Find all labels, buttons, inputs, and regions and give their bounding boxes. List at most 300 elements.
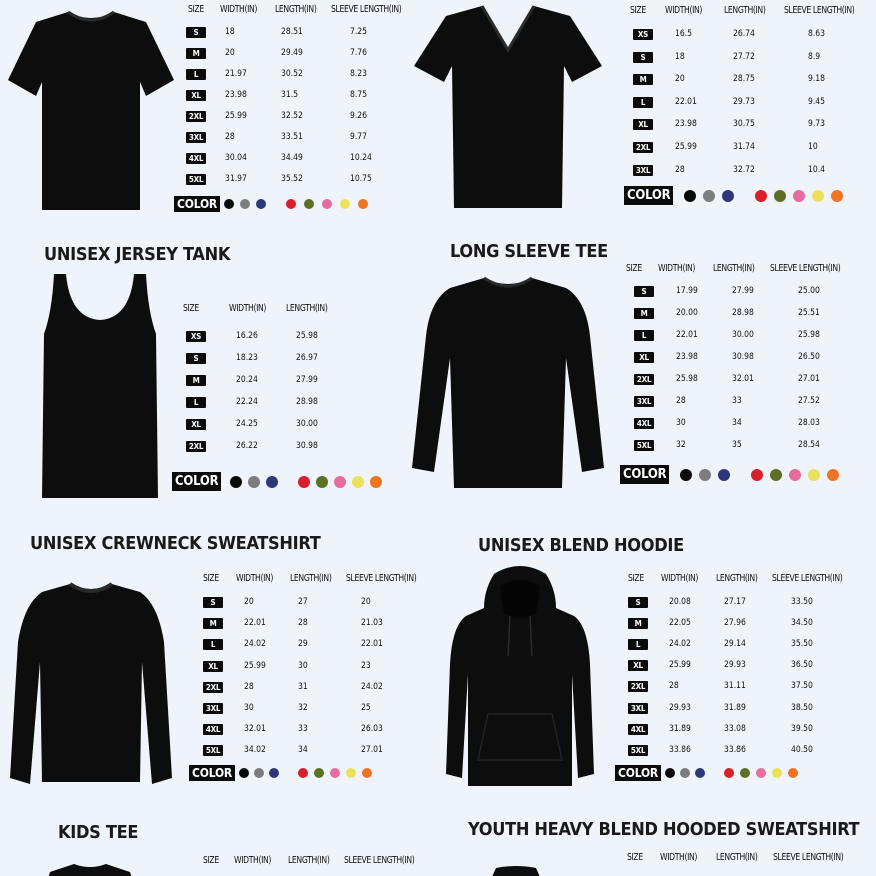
size-badge: 3XL xyxy=(186,132,206,143)
size-row xyxy=(186,132,422,148)
color-row-vneck xyxy=(624,186,854,205)
size-badge: S xyxy=(628,597,648,608)
color-swatch xyxy=(788,768,798,778)
header-sleeve: SLEEVE LENGTH(IN) xyxy=(346,573,417,584)
color-row-crewneck xyxy=(189,765,389,781)
size-row xyxy=(626,330,866,346)
sleeve-value: 10.75 xyxy=(350,174,372,184)
size-row xyxy=(203,661,433,677)
color-swatch xyxy=(298,476,310,488)
size-row xyxy=(203,618,433,634)
size-badge: 5XL xyxy=(628,745,648,756)
product-title: YOUTH HEAVY BLEND HOODED SWEATSHIRT xyxy=(468,819,860,840)
header-width: WIDTH(IN) xyxy=(220,4,258,15)
header-length: LENGTH(IN) xyxy=(286,303,328,314)
length-value: 34.49 xyxy=(281,153,303,163)
color-swatch xyxy=(665,768,675,778)
sleeve-value: 10 xyxy=(808,142,818,152)
kids-image xyxy=(44,862,136,876)
width-value: 31.89 xyxy=(669,723,691,734)
color-swatch xyxy=(724,768,734,778)
sleeve-value: 39.50 xyxy=(791,723,813,734)
color-row-longsleeve xyxy=(620,465,850,484)
hoodie-image xyxy=(444,564,596,788)
width-value: 16.26 xyxy=(236,331,258,341)
sleeve-value: 27.01 xyxy=(361,745,383,756)
size-table-hoodie xyxy=(628,573,868,763)
sleeve-value: 20 xyxy=(361,597,371,607)
youth-image xyxy=(488,866,544,876)
length-value: 33 xyxy=(298,724,308,735)
size-row xyxy=(186,48,422,64)
sleeve-value: 8.63 xyxy=(808,29,826,39)
size-row xyxy=(186,174,422,190)
product-title: UNISEX JERSEY TANK xyxy=(44,244,231,265)
width-value: 18.23 xyxy=(236,353,258,363)
length-value: 25.98 xyxy=(296,331,318,341)
color-swatch xyxy=(322,199,332,209)
sleeve-value: 9.45 xyxy=(808,96,826,107)
length-value: 27.72 xyxy=(733,51,755,62)
size-row xyxy=(628,660,868,676)
hoodie-icon xyxy=(444,564,596,788)
product-title: UNISEX BLEND HOODIE xyxy=(478,535,684,556)
sleeve-value: 9.77 xyxy=(350,132,368,142)
length-value: 34 xyxy=(298,745,308,756)
header-size: SIZE xyxy=(628,573,644,584)
size-badge: M xyxy=(628,618,648,629)
size-badge: 4XL xyxy=(203,724,223,735)
size-badge: L xyxy=(633,97,653,108)
length-value: 32.01 xyxy=(732,374,754,384)
size-badge: 2XL xyxy=(186,111,206,122)
sleeve-value: 25 xyxy=(361,703,371,713)
header-length: LENGTH(IN) xyxy=(288,855,330,866)
sleeve-value: 21.03 xyxy=(361,618,383,629)
length-value: 27.99 xyxy=(732,286,754,296)
length-value: 34 xyxy=(732,418,742,428)
size-badge: S xyxy=(203,597,223,608)
header-length: LENGTH(IN) xyxy=(290,573,332,584)
header-sleeve: SLEEVE LENGTH(IN) xyxy=(773,852,844,863)
sleeve-value: 22.01 xyxy=(361,639,383,650)
size-badge: L xyxy=(186,69,206,80)
size-row xyxy=(186,153,422,169)
length-value: 35 xyxy=(732,440,742,450)
length-value: 29 xyxy=(298,639,308,650)
sleeve-value: 28.54 xyxy=(798,440,820,450)
color-swatch xyxy=(370,476,382,488)
tank-top-icon xyxy=(40,272,160,500)
length-value: 32.72 xyxy=(733,164,755,175)
width-value: 23.98 xyxy=(675,119,697,130)
sleeve-value: 34.50 xyxy=(791,618,813,629)
size-badge: XL xyxy=(633,119,653,130)
size-badge: 2XL xyxy=(186,441,206,452)
header-sleeve: SLEEVE LENGTH(IN) xyxy=(331,4,402,15)
length-value: 31.11 xyxy=(724,681,746,692)
header-size: SIZE xyxy=(630,5,646,16)
sleeve-value: 37.50 xyxy=(791,681,813,692)
color-swatch xyxy=(827,469,839,481)
size-badge: S xyxy=(186,27,206,38)
length-value: 28.98 xyxy=(732,308,754,318)
length-value: 26.97 xyxy=(296,353,318,363)
length-value: 28.98 xyxy=(296,397,318,407)
sleeve-value: 26.50 xyxy=(798,352,820,362)
length-value: 30 xyxy=(298,660,308,671)
width-value: 29.93 xyxy=(669,702,691,713)
width-value: 22.01 xyxy=(675,96,697,107)
size-row xyxy=(630,119,874,135)
width-value: 20.08 xyxy=(669,597,691,607)
header-size: SIZE xyxy=(627,852,643,863)
color-swatch xyxy=(316,476,328,488)
sleeve-value: 26.03 xyxy=(361,724,383,735)
size-row xyxy=(628,745,868,761)
color-swatch xyxy=(684,190,696,202)
length-value: 35.52 xyxy=(281,174,303,184)
color-row-tank xyxy=(172,472,402,491)
size-row xyxy=(203,682,433,698)
color-swatch xyxy=(358,199,368,209)
size-badge: M xyxy=(634,308,654,319)
sleeve-value: 10.24 xyxy=(350,153,372,163)
color-label: COLOR xyxy=(620,465,669,484)
size-table-kids xyxy=(203,855,433,875)
color-swatch xyxy=(699,469,711,481)
width-value: 26.22 xyxy=(236,441,258,451)
width-value: 25.99 xyxy=(225,111,247,121)
length-value: 30.98 xyxy=(296,441,318,451)
color-swatch xyxy=(793,190,805,202)
size-badge: 4XL xyxy=(628,724,648,735)
length-value: 28.75 xyxy=(733,74,755,85)
width-value: 28 xyxy=(244,681,254,692)
size-badge: L xyxy=(203,639,223,650)
width-value: 33.86 xyxy=(669,744,691,755)
size-table-tank xyxy=(183,303,343,463)
color-swatch xyxy=(224,199,234,209)
color-label: COLOR xyxy=(172,472,221,491)
size-row xyxy=(628,618,868,634)
size-row xyxy=(628,597,868,613)
color-swatch xyxy=(240,199,250,209)
color-swatch xyxy=(755,190,767,202)
size-row xyxy=(203,745,433,761)
color-label: COLOR xyxy=(189,765,235,781)
width-value: 24.25 xyxy=(236,419,258,429)
width-value: 20.24 xyxy=(236,375,258,385)
size-row xyxy=(183,331,343,347)
length-value: 33.86 xyxy=(724,744,746,755)
header-length: LENGTH(IN) xyxy=(716,573,758,584)
color-swatch xyxy=(266,476,278,488)
color-swatch xyxy=(812,190,824,202)
v-neck-tee-icon xyxy=(412,4,604,209)
size-table-vneck xyxy=(630,5,874,180)
length-value: 26.74 xyxy=(733,29,755,39)
size-row xyxy=(626,418,866,434)
size-row xyxy=(626,352,866,368)
length-value: 33.51 xyxy=(281,132,303,142)
sleeve-value: 7.76 xyxy=(350,48,368,58)
sleeve-value: 25.00 xyxy=(798,286,820,296)
width-value: 28 xyxy=(676,396,686,406)
length-value: 27.96 xyxy=(724,618,746,629)
size-badge: 3XL xyxy=(628,703,648,714)
length-value: 30.00 xyxy=(296,419,318,429)
length-value: 29.73 xyxy=(733,96,755,107)
header-size: SIZE xyxy=(188,4,204,15)
tank-image xyxy=(40,272,160,500)
header-length: LENGTH(IN) xyxy=(724,5,766,16)
size-badge: S xyxy=(633,52,653,63)
header-width: WIDTH(IN) xyxy=(660,852,698,863)
crewneck-image xyxy=(8,582,174,790)
vneck-image xyxy=(412,4,604,209)
color-swatch xyxy=(756,768,766,778)
color-row-tee xyxy=(174,196,374,212)
sleeve-value: 23 xyxy=(361,660,371,671)
width-value: 30 xyxy=(244,703,254,713)
size-badge: M xyxy=(633,74,653,85)
color-swatch xyxy=(304,199,314,209)
size-row xyxy=(630,52,874,68)
size-row xyxy=(630,29,874,45)
color-swatch xyxy=(774,190,786,202)
size-row xyxy=(186,90,422,106)
short-sleeve-tee-icon xyxy=(6,10,176,212)
width-value: 22.24 xyxy=(236,397,258,407)
color-swatch xyxy=(346,768,356,778)
size-badge: S xyxy=(634,286,654,297)
color-swatch xyxy=(722,190,734,202)
size-badge: M xyxy=(186,48,206,59)
width-value: 25.99 xyxy=(244,660,266,671)
width-value: 30 xyxy=(676,418,686,428)
width-value: 22.01 xyxy=(244,618,266,629)
width-value: 32 xyxy=(676,440,686,450)
size-badge: 5XL xyxy=(186,174,206,185)
crewneck-sweatshirt-icon xyxy=(8,582,174,790)
size-row xyxy=(183,375,343,391)
product-title: KIDS TEE xyxy=(58,822,139,843)
size-badge: 2XL xyxy=(203,682,223,693)
size-row xyxy=(203,724,433,740)
size-table-youth xyxy=(627,852,867,872)
color-swatch xyxy=(256,199,266,209)
header-length: LENGTH(IN) xyxy=(275,4,317,15)
sleeve-value: 28.03 xyxy=(798,418,820,428)
width-value: 31.97 xyxy=(225,174,247,184)
color-swatch xyxy=(330,768,340,778)
size-badge: 4XL xyxy=(634,418,654,429)
width-value: 28 xyxy=(675,164,685,175)
color-swatch xyxy=(314,768,324,778)
length-value: 27.17 xyxy=(724,597,746,607)
size-table-tee xyxy=(186,4,422,194)
color-swatch xyxy=(695,768,705,778)
sleeve-value: 9.18 xyxy=(808,74,826,85)
length-value: 31.74 xyxy=(733,142,755,152)
color-swatch xyxy=(770,469,782,481)
size-badge: XL xyxy=(203,661,223,672)
color-swatch xyxy=(254,768,264,778)
size-badge: 3XL xyxy=(634,396,654,407)
header-sleeve: SLEEVE LENGTH(IN) xyxy=(784,5,855,16)
header-size: SIZE xyxy=(203,573,219,584)
width-value: 25.98 xyxy=(676,374,698,384)
size-row xyxy=(186,27,422,43)
size-badge: S xyxy=(186,353,206,364)
length-value: 30.52 xyxy=(281,69,303,79)
size-row xyxy=(630,74,874,90)
color-swatch xyxy=(772,768,782,778)
length-value: 31 xyxy=(298,681,308,692)
size-badge: 2XL xyxy=(634,374,654,385)
color-row-hoodie xyxy=(615,765,815,781)
length-value: 29.49 xyxy=(281,48,303,58)
size-badge: 2XL xyxy=(628,681,648,692)
width-value: 16.5 xyxy=(675,29,693,39)
sleeve-value: 27.01 xyxy=(798,374,820,384)
width-value: 24.02 xyxy=(669,639,691,650)
size-badge: XL xyxy=(634,352,654,363)
size-row xyxy=(186,111,422,127)
length-value: 31.5 xyxy=(281,90,299,100)
size-badge: XL xyxy=(628,660,648,671)
width-value: 23.98 xyxy=(225,90,247,100)
size-badge: XS xyxy=(186,331,206,342)
width-value: 25.99 xyxy=(675,142,697,152)
sleeve-value: 9.26 xyxy=(350,111,368,121)
length-value: 31.89 xyxy=(724,702,746,713)
product-title: UNISEX CREWNECK SWEATSHIRT xyxy=(30,533,321,554)
sleeve-value: 36.50 xyxy=(791,660,813,671)
width-value: 20.00 xyxy=(676,308,698,318)
color-label: COLOR xyxy=(174,196,220,212)
sleeve-value: 33.50 xyxy=(791,597,813,607)
length-value: 28 xyxy=(298,618,308,629)
sleeve-value: 25.98 xyxy=(798,330,820,340)
length-value: 28.51 xyxy=(281,27,303,37)
color-swatch xyxy=(269,768,279,778)
header-length: LENGTH(IN) xyxy=(713,263,755,274)
sleeve-value: 9.73 xyxy=(808,119,826,130)
length-value: 30.00 xyxy=(732,330,754,340)
sleeve-value: 8.23 xyxy=(350,69,368,79)
size-badge: 5XL xyxy=(634,440,654,451)
width-value: 24.02 xyxy=(244,639,266,650)
size-table-crewneck xyxy=(203,573,433,763)
size-badge: 3XL xyxy=(203,703,223,714)
sleeve-value: 10.4 xyxy=(808,164,826,175)
width-value: 30.04 xyxy=(225,153,247,163)
width-value: 20 xyxy=(675,74,685,85)
header-sleeve: SLEEVE LENGTH(IN) xyxy=(344,855,415,866)
size-row xyxy=(628,639,868,655)
width-value: 28 xyxy=(669,681,679,692)
length-value: 30.75 xyxy=(733,119,755,130)
sleeve-value: 25.51 xyxy=(798,308,820,318)
size-row xyxy=(628,681,868,697)
long-sleeve-tee-icon xyxy=(410,276,606,490)
color-swatch xyxy=(808,469,820,481)
length-value: 27.99 xyxy=(296,375,318,385)
header-size: SIZE xyxy=(203,855,219,866)
sleeve-value: 40.50 xyxy=(791,744,813,755)
color-label: COLOR xyxy=(615,765,661,781)
header-sleeve: SLEEVE LENGTH(IN) xyxy=(772,573,843,584)
width-value: 21.97 xyxy=(225,69,247,79)
width-value: 17.99 xyxy=(676,286,698,296)
width-value: 34.02 xyxy=(244,745,266,756)
longsleeve-image xyxy=(410,276,606,490)
color-swatch xyxy=(352,476,364,488)
color-swatch xyxy=(298,768,308,778)
length-value: 33 xyxy=(732,396,742,406)
length-value: 32 xyxy=(298,703,308,713)
header-width: WIDTH(IN) xyxy=(658,263,696,274)
header-width: WIDTH(IN) xyxy=(661,573,699,584)
color-swatch xyxy=(362,768,372,778)
header-width: WIDTH(IN) xyxy=(234,855,272,866)
size-badge: M xyxy=(203,618,223,629)
color-swatch xyxy=(239,768,249,778)
kids-tee-icon xyxy=(44,862,136,876)
size-table-longsleeve xyxy=(626,263,866,463)
size-badge: 4XL xyxy=(186,153,206,164)
width-value: 18 xyxy=(225,27,235,37)
size-row xyxy=(630,165,874,181)
width-value: 20 xyxy=(225,48,235,58)
width-value: 25.99 xyxy=(669,660,691,671)
sleeve-value: 8.9 xyxy=(808,51,821,62)
color-swatch xyxy=(248,476,260,488)
width-value: 22.01 xyxy=(676,330,698,340)
size-row xyxy=(183,397,343,413)
size-badge: XL xyxy=(186,90,206,101)
length-value: 27 xyxy=(298,597,308,607)
length-value: 33.08 xyxy=(724,723,746,734)
length-value: 32.52 xyxy=(281,111,303,121)
size-row xyxy=(183,441,343,457)
width-value: 32.01 xyxy=(244,724,266,735)
size-badge: M xyxy=(186,375,206,386)
size-row xyxy=(626,396,866,412)
size-row xyxy=(630,97,874,113)
color-swatch xyxy=(703,190,715,202)
header-width: WIDTH(IN) xyxy=(229,303,267,314)
color-swatch xyxy=(718,469,730,481)
color-swatch xyxy=(340,199,350,209)
size-badge: L xyxy=(634,330,654,341)
color-label: COLOR xyxy=(624,186,673,205)
color-swatch xyxy=(680,469,692,481)
youth-hoodie-icon xyxy=(488,866,544,876)
sleeve-value: 38.50 xyxy=(791,702,813,713)
sleeve-value: 7.25 xyxy=(350,27,368,37)
product-title: LONG SLEEVE TEE xyxy=(450,241,608,262)
size-row xyxy=(628,703,868,719)
size-badge: 5XL xyxy=(203,745,223,756)
length-value: 29.14 xyxy=(724,639,746,650)
size-row xyxy=(183,353,343,369)
color-swatch xyxy=(230,476,242,488)
header-length: LENGTH(IN) xyxy=(716,852,758,863)
header-width: WIDTH(IN) xyxy=(665,5,703,16)
